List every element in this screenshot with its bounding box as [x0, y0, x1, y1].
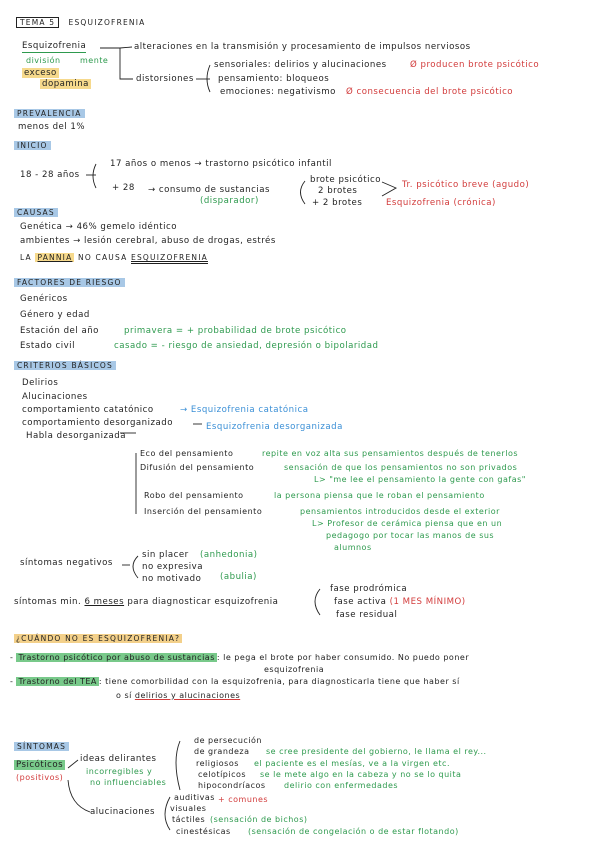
- civil-text: Estado civil: [20, 341, 75, 351]
- sintomas-header: SÍNTOMAS: [14, 741, 69, 752]
- menos17-text: 17 años o menos → trastorno psicótico infantil: [110, 159, 332, 169]
- eco-text: Eco del pensamiento: [140, 449, 234, 458]
- comunes-note: + comunes: [218, 795, 269, 804]
- genetica-text: Genética → 46% gemelo idéntico: [20, 222, 178, 232]
- religiosos-item: religiosos: [196, 759, 239, 768]
- difusion-text: Difusión del pensamiento: [140, 463, 255, 472]
- sin-placer: sin placer: [142, 550, 189, 560]
- sensoriales-text: sensoriales: delirios y alucinaciones: [214, 60, 387, 70]
- estacion-text: Estación del año: [20, 326, 99, 336]
- cuando-item-2: - Trastorno del TEA : tiene comorbilidad con la esquizofrenia, para diagnosticarla tiene que haber sí: [10, 677, 460, 686]
- root-term: Esquizofrenia: [22, 41, 87, 51]
- grandeza-item: de grandeza: [194, 747, 250, 756]
- title-row: [16, 17, 145, 29]
- tema-box: TEMA 5: [16, 17, 59, 28]
- tr-breve-note: Tr. psicótico breve (agudo): [402, 180, 530, 190]
- comp-cat-text: comportamiento catatónico: [22, 405, 154, 415]
- cuando-item-1-cont: esquizofrenia: [264, 665, 325, 674]
- mas28-text: + 28: [112, 183, 135, 193]
- distorsiones-text: distorsiones: [136, 74, 194, 84]
- dopamina-label: dopamina: [42, 79, 89, 89]
- emociones-text: emociones: negativismo: [220, 87, 336, 97]
- cat-result: → Esquizofrenia catatónica: [180, 405, 309, 415]
- hipocondriacos-item: hipocondríacos: [198, 781, 266, 790]
- edad-range: 18 - 28 años: [20, 170, 80, 180]
- genericos-text: Genéricos: [20, 294, 68, 304]
- exceso-label: exceso: [24, 68, 57, 78]
- genero-text: Género y edad: [20, 310, 90, 320]
- prevalencia-header: PREVALENCIA: [14, 108, 85, 119]
- causas-header: CAUSAS: [14, 207, 58, 218]
- disparador-note: (disparador): [200, 196, 259, 206]
- porro-line: LA PANNIA NO CAUSA ESQUIZOFRENIA: [20, 253, 208, 262]
- no-influenciables-note: no influenciables: [90, 778, 167, 787]
- persecucion-item: de persecución: [194, 736, 262, 745]
- cronica-note: Esquizofrenia (crónica): [386, 198, 496, 208]
- cuando-question: ¿CUÁNDO NO ES ESQUIZOFRENIA?: [16, 634, 181, 643]
- fase-residual: fase residual: [336, 610, 398, 620]
- no-motivado: no motivado: [142, 574, 202, 584]
- hipocondriacos-note: delirio con enfermedades: [284, 781, 399, 790]
- robo-text: Robo del pensamiento: [144, 491, 244, 500]
- estacion-note: primavera = + probabilidad de brote psicótico: [124, 326, 347, 336]
- criterios-header: CRITERIOS BÁSICOS: [14, 360, 116, 371]
- civil-note: casado = - riesgo de ansiedad, depresión o bipolaridad: [114, 341, 379, 351]
- cuando-item-2-cont: o sí delirios y alucinaciones: [116, 691, 241, 700]
- cinestesicas-item: cinestésicas: [176, 827, 231, 836]
- mas-dos-brotes: + 2 brotes: [312, 198, 363, 208]
- factores-header: FACTORES DE RIESGO: [14, 277, 125, 288]
- celotipicos-note: se le mete algo en la cabeza y no se lo quita: [260, 770, 462, 779]
- celotipicos-item: celotípicos: [198, 770, 247, 779]
- eco-note: repite en voz alta sus pensamientos después de tenerlos: [262, 449, 519, 458]
- diagnostico-line: síntomas min. 6 meses para diagnosticar esquizofrenia: [14, 597, 279, 607]
- des-result: Esquizofrenia desorganizada: [206, 422, 343, 432]
- anhedonia-note: (anhedonia): [200, 550, 258, 560]
- tactiles-item: táctiles: [172, 815, 206, 824]
- profesor-line2: pedagogo por tocar las manos de sus: [326, 531, 495, 540]
- consumo-text: → consumo de sustancias: [148, 185, 270, 195]
- insercion-text: Inserción del pensamiento: [144, 507, 263, 516]
- topic-title: ESQUIZOFRENIA: [68, 18, 146, 27]
- difusion-note: sensación de que los pensamientos no son privados: [284, 463, 518, 472]
- cuando-item-1: - Trastorno psicótico por abuso de sustancias : le pega el brote por haber consumido. No puedo poner: [10, 653, 470, 662]
- tactiles-note: (sensación de bichos): [210, 815, 308, 824]
- delirios-text: Delirios: [22, 378, 59, 388]
- insercion-note: pensamientos introducidos desde el exterior: [300, 507, 500, 516]
- religiosos-note: el paciente es el mesías, ve a la virgen etc.: [254, 759, 450, 768]
- no-brote-note: Ø producen brote psicótico: [410, 60, 540, 70]
- pensamiento-text: pensamiento: bloqueos: [218, 74, 330, 84]
- dos-brotes: 2 brotes: [318, 186, 358, 196]
- consecuencia-note: Ø consecuencia del brote psicótico: [346, 87, 514, 97]
- difusion-quote: L> "me lee el pensamiento la gente con gafas": [314, 475, 526, 484]
- no-expresiva: no expresiva: [142, 562, 203, 572]
- fase-activa: fase activa (1 MES MÍNIMO): [334, 597, 466, 607]
- visuales-item: visuales: [170, 804, 207, 813]
- inicio-header: INICIO: [14, 140, 51, 151]
- mente-word: mente: [80, 56, 109, 65]
- habla-text: Habla desorganizada: [26, 431, 126, 441]
- fase-prodromica: fase prodrómica: [330, 584, 408, 594]
- alteraciones-text: alteraciones en la transmisión y procesamiento de impulsos nerviosos: [134, 42, 471, 52]
- auditivas-item: auditivas: [174, 793, 215, 802]
- division-word: división: [26, 56, 61, 65]
- cinestesicas-note: (sensación de congelación o de estar flotando): [248, 827, 459, 836]
- incorregibles-note: incorregibles y: [86, 767, 153, 776]
- grandeza-note: se cree presidente del gobierno, le llama el rey...: [266, 747, 487, 756]
- alucinaciones-text: Alucinaciones: [22, 392, 88, 402]
- brote-psicotico: brote psicótico: [310, 175, 381, 185]
- comp-des-text: comportamiento desorganizado: [22, 418, 173, 428]
- abulia-note: (abulia): [220, 572, 257, 582]
- robo-note: la persona piensa que le roban el pensamiento: [274, 491, 485, 500]
- positivos-note: (positivos): [16, 773, 64, 782]
- ideas-delirantes: ideas delirantes: [80, 754, 157, 764]
- prevalencia-text: menos del 1%: [18, 122, 86, 132]
- profesor-line1: L> Profesor de cerámica piensa que en un: [312, 519, 503, 528]
- ambientes-text: ambientes → lesión cerebral, abuso de drogas, estrés: [20, 236, 276, 246]
- psicoticos-label: Psicóticos: [16, 760, 64, 770]
- profesor-line3: alumnos: [334, 543, 372, 552]
- negativos-label: síntomas negativos: [20, 558, 113, 568]
- alucinaciones-branch: alucinaciones: [90, 807, 156, 817]
